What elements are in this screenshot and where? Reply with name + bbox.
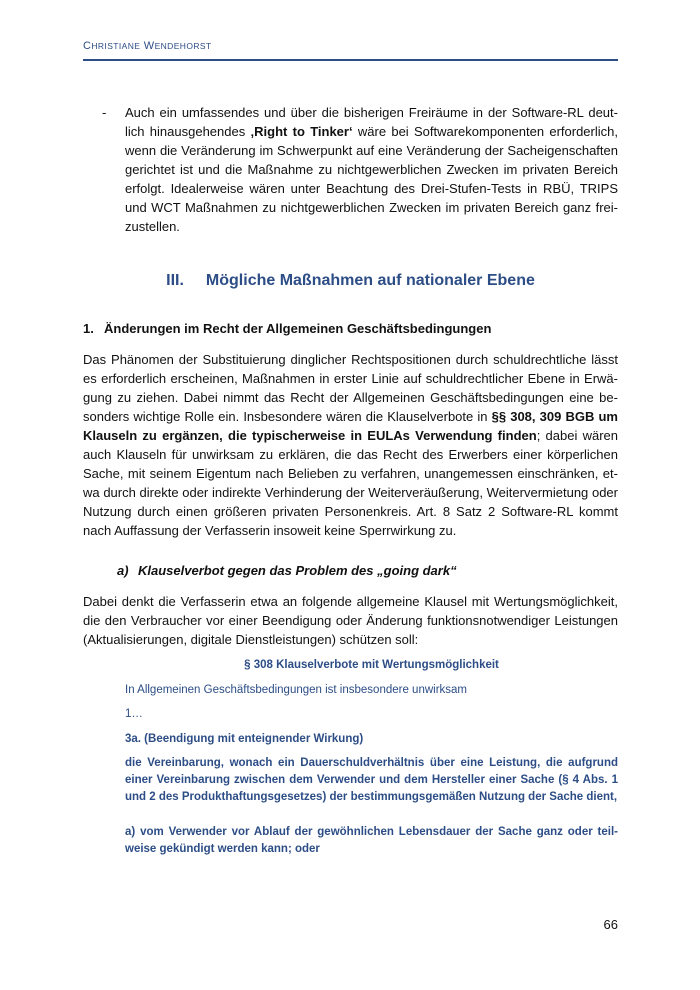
law-intro: In Allgemeinen Geschäftsbedingungen ist insbesondere unwirksam [125, 684, 468, 696]
subsubsection-heading [117, 563, 457, 578]
law-heading: § 308 Klauselverbote mit Wertungsmöglichkeit [244, 659, 499, 671]
law-item-3a-a: a) vom Verwender vor Ablauf der gewöhnlichen Lebensdauer der Sache ganz oder teilweise gekündigt werden kann; oder [125, 826, 618, 855]
bullet-text-1: Auch ein umfassendes und über die bisherigen Freiräume in der Software-RL deutlich hinausgehendes [125, 105, 618, 139]
section-heading [83, 272, 618, 290]
subsubsection-title: Klauselverbot gegen das Problem des „going dark“ [138, 563, 457, 578]
paragraph-1-text-2: ; dabei wären auch Klauseln für unwirksam zu erklären, die das Recht des Erwerbers einer körperlichen Sache, mit seinem Eigentum nach Belieben zu verfahren, unangemessen einschränken, etwa durch direkte oder indirekte Verhinderung der Weiterveräußerung, Weitervermietung oder Nutzung durch einen größeren privaten Personenkreis. Art. 8 Satz 2 Software-RL kommt nach Auffassung der Verfasserin insoweit keine Sperrwirkung zu. [83, 428, 618, 538]
subsection-number: 1. [83, 321, 94, 336]
bullet-dash: - [102, 105, 107, 120]
page-number: 66 [603, 917, 618, 932]
subsection-heading [83, 321, 491, 336]
section-number: III. [166, 272, 184, 289]
running-header [83, 40, 618, 52]
header-initial-1: C [83, 40, 92, 52]
header-rest-1: HRISTIANE [91, 41, 141, 51]
header-initial-2: W [143, 40, 155, 52]
paragraph-1-text-1: Das Phänomen der Substituierung dinglicher Rechtspositionen durch schuldrechtliche lässt es erforderlich erscheinen, Maßnahmen in erster Linie auf schuldrechtlicher Ebene in Erwägung zu ziehen. Dabei nimmt das Recht der Allgemeinen Geschäftsbedingungen eine besonders wichtige Rolle ein. Insbesondere wären die Klauselverbote in [83, 352, 618, 424]
law-item-3a-title: 3a. (Beendigung mit enteignender Wirkung) [125, 733, 364, 745]
section-title: Mögliche Maßnahmen auf nationaler Ebene [205, 272, 535, 289]
paragraph-1-bold: §§ 308, 309 BGB um Klauseln zu ergänzen, die typischerweise in EULAs Verwendung finden [83, 409, 618, 443]
header-rest-2: ENDEHORST [154, 41, 212, 51]
paragraph-2: Dabei denkt die Verfasserin etwa an folgende allgemeine Klausel mit Wertungsmöglichkeit, die den Verbraucher vor einer Beendigung oder Änderung funktionsnotwendiger Leistungen (Aktualisierungen, digitale Dienstleistungen) schützen soll: [83, 594, 618, 647]
bullet-bold: ‚Right to Tinker‘ [250, 124, 353, 139]
law-item-3a-text: die Vereinbarung, wonach ein Dauerschuldverhältnis über eine Leistung, die aufgrund einer Vereinbarung zwischen dem Verwender und dem Hersteller einer Sache (§ 4 Abs. 1 und 2 des Produkthaftungsgesetzes) der bestimmungsgemäßen Nutzung der Sache dient, [125, 757, 618, 803]
bullet-text-2: wäre bei Softwarekomponenten erforderlich, wenn die Veränderung im Schwerpunkt auf eine Veränderung der Sacheigenschaften gerichtet ist und die Maßnahme zu nichtgewerblichen Zwecken im privaten Bereich erfolgt. Idealerweise wären unter Beachtung des Drei-Stufen-Tests in RBÜ, TRIPS und WCT Maßnahmen zu nichtgewerblichen Zwecken im privaten Bereich ganz freizustellen. [125, 124, 618, 234]
header-rule [83, 59, 618, 61]
paragraph-1 [83, 350, 618, 540]
subsection-title: Änderungen im Recht der Allgemeinen Geschäftsbedingungen [104, 321, 492, 336]
law-item-1: 1… [125, 708, 143, 720]
subsubsection-number: a) [117, 563, 129, 578]
bullet-paragraph [125, 103, 618, 236]
